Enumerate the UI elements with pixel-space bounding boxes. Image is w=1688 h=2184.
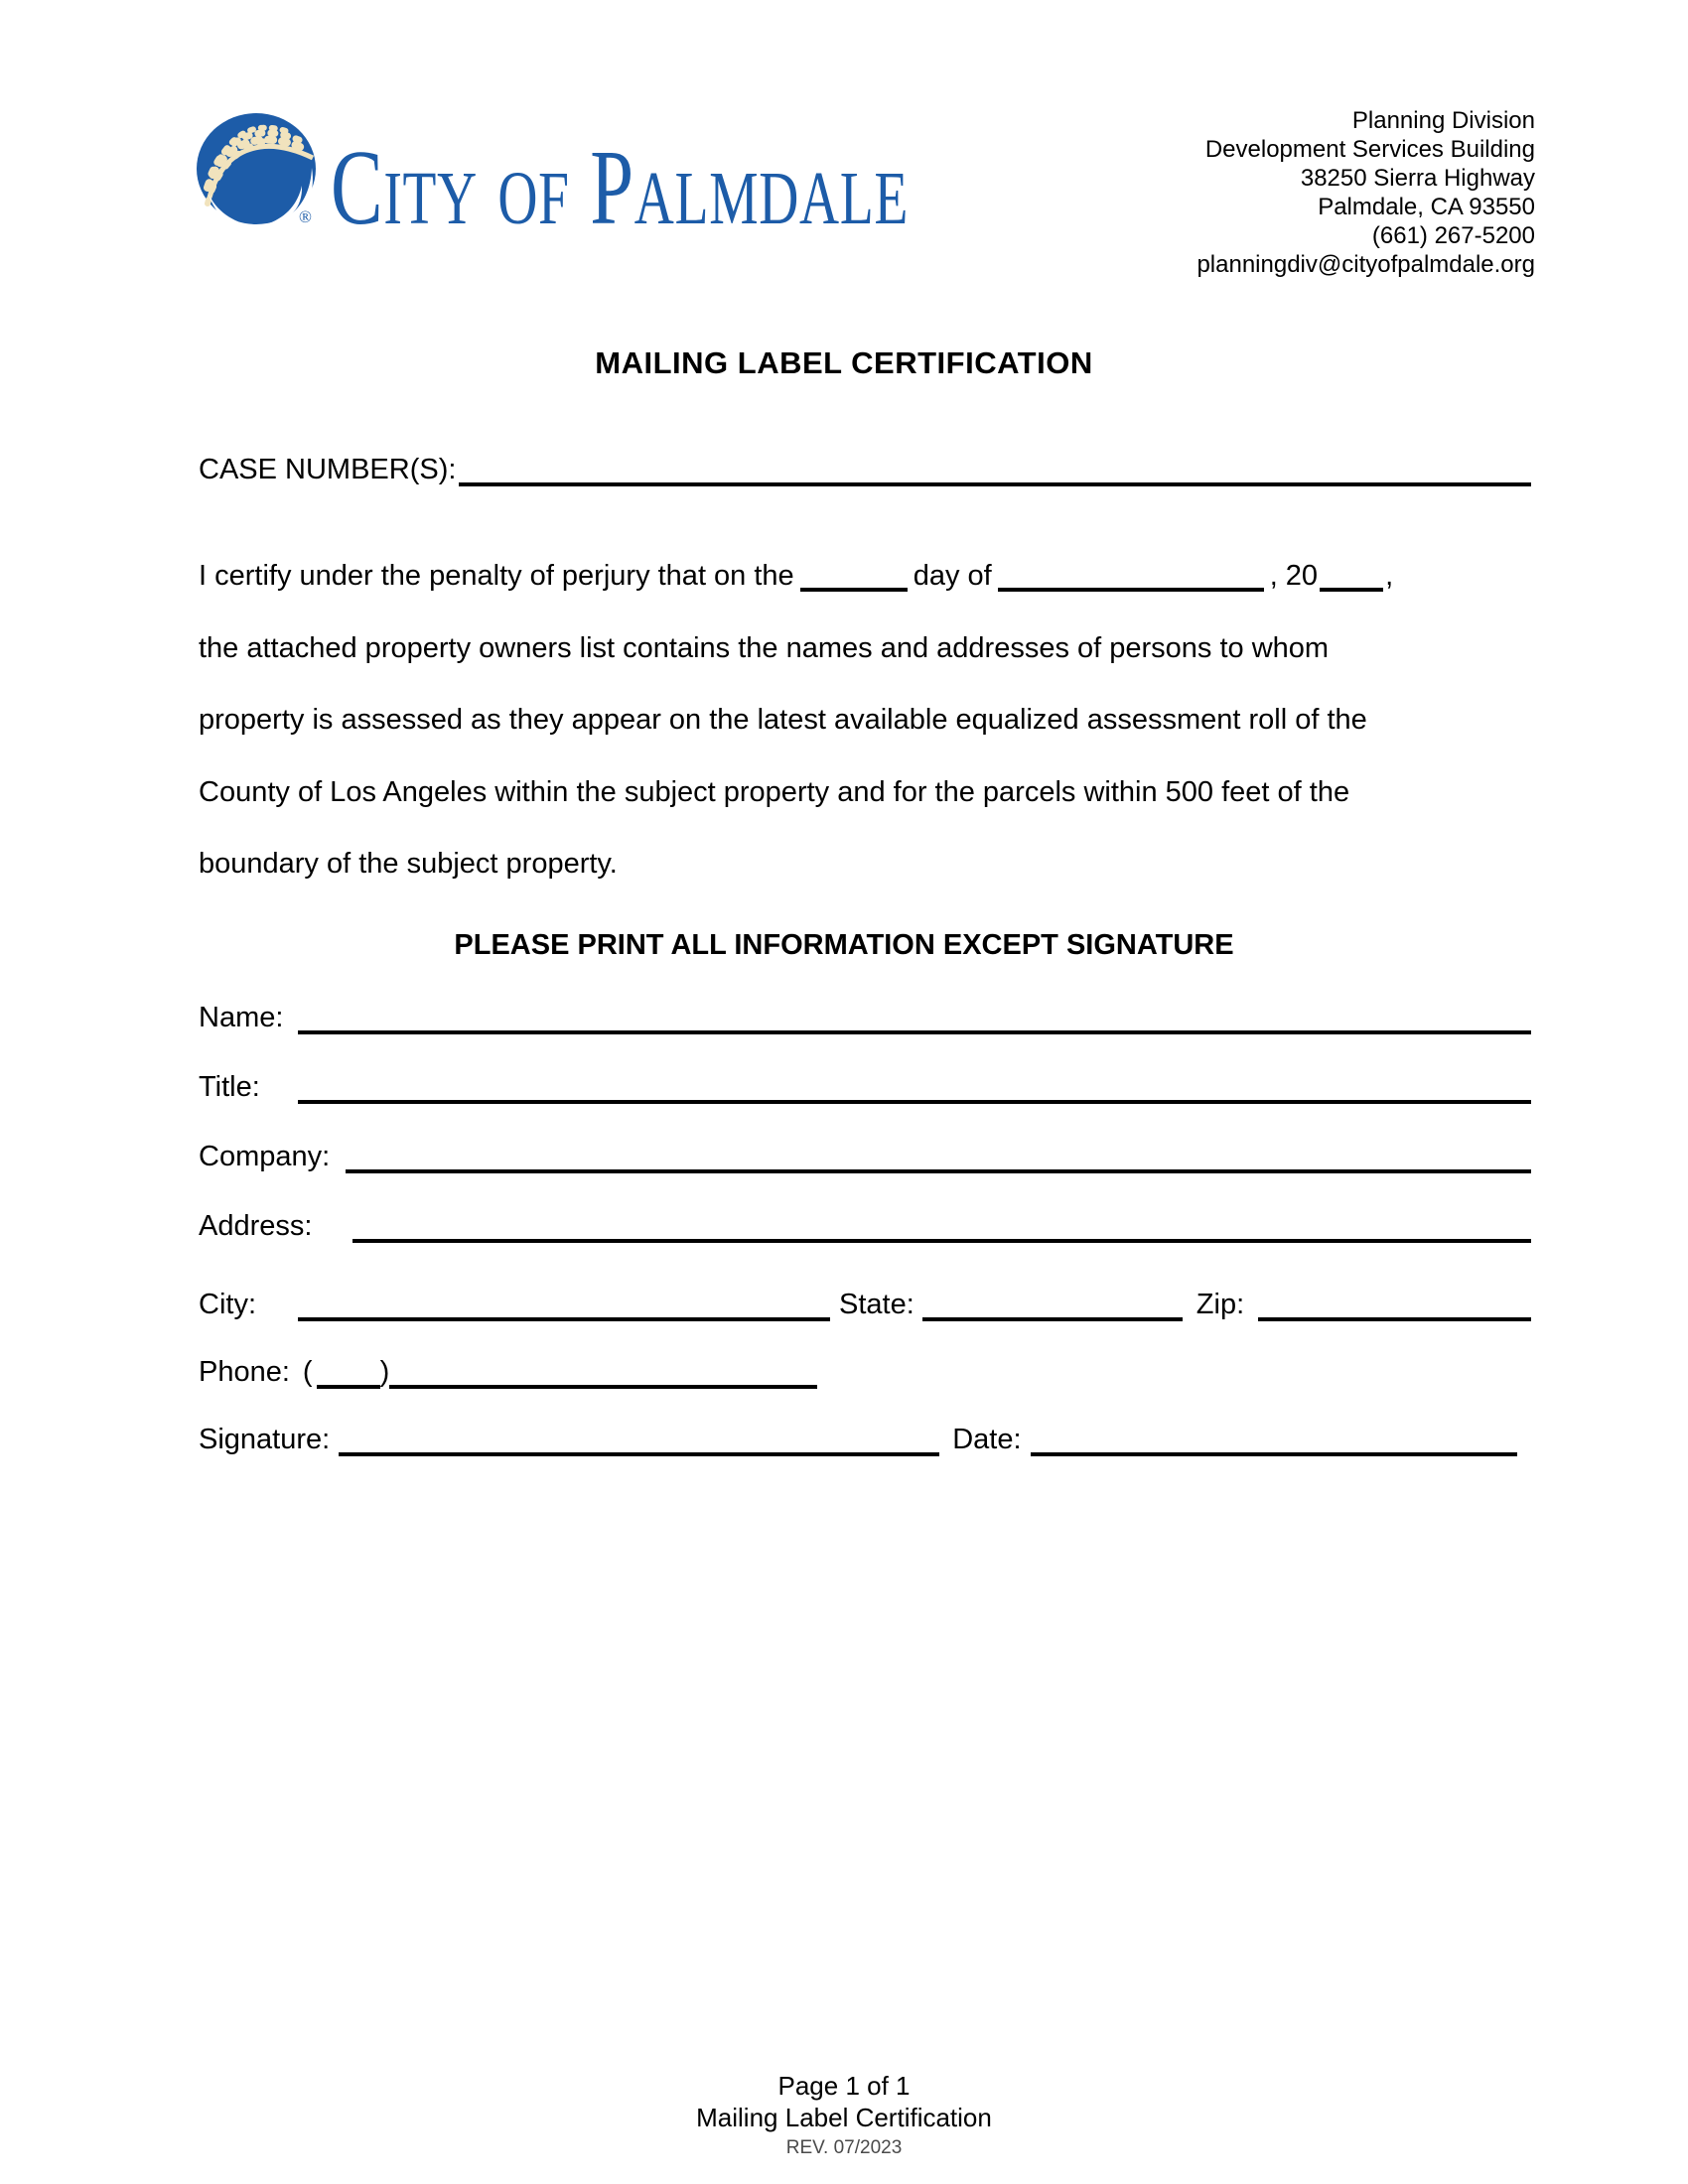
contact-line-email: planningdiv@cityofpalmdale.org <box>1196 251 1535 278</box>
contact-line-city-state-zip: Palmdale, CA 93550 <box>1318 194 1535 220</box>
contact-line-building: Development Services Building <box>1204 136 1535 163</box>
signature-label: Signature: <box>199 1424 331 1455</box>
signature-field-line[interactable] <box>339 1452 939 1456</box>
registered-trademark-symbol: ® <box>299 207 312 226</box>
date-field-line[interactable] <box>1031 1452 1517 1456</box>
date-label: Date: <box>952 1424 1022 1455</box>
certification-line-1-text-b: day of <box>913 560 992 592</box>
phone-number-field-line[interactable] <box>389 1385 817 1389</box>
state-field-line[interactable] <box>922 1317 1183 1321</box>
page-title: MAILING LABEL CERTIFICATION <box>595 345 1093 380</box>
case-number-row <box>199 445 1531 486</box>
footer-revision: REV. 07/2023 <box>785 2137 903 2158</box>
certification-line-5: boundary of the subject property. <box>199 848 618 880</box>
day-field-line[interactable] <box>800 554 908 592</box>
certification-line-2: the attached property owners list contains the names and addresses of persons to whom <box>199 631 1330 664</box>
case-number-label: CASE NUMBER(S): <box>199 454 457 485</box>
address-field-line[interactable] <box>352 1239 1531 1243</box>
year-field-line[interactable] <box>1320 554 1383 592</box>
title-row <box>199 1060 1531 1104</box>
contact-line-phone: (661) 267-5200 <box>1371 222 1535 249</box>
certification-line-1-text-d: , <box>1385 560 1394 592</box>
name-label: Name: <box>199 1002 284 1033</box>
phone-area-code-field-line[interactable] <box>317 1385 380 1389</box>
print-instructions-heading: PLEASE PRINT ALL INFORMATION EXCEPT SIGNATURE <box>454 929 1234 961</box>
phone-label: Phone: <box>199 1356 290 1388</box>
phone-row <box>199 1345 1531 1389</box>
city-field-line[interactable] <box>298 1317 830 1321</box>
contact-line-division: Planning Division <box>1351 107 1535 134</box>
footer-document-name: Mailing Label Certification <box>696 2103 992 2132</box>
address-row <box>199 1199 1531 1243</box>
zip-field-line[interactable] <box>1258 1317 1531 1321</box>
city-label: City: <box>199 1289 256 1320</box>
company-row <box>199 1130 1531 1173</box>
phone-paren-close: ) <box>379 1356 390 1388</box>
certification-line-3: property is assessed as they appear on the latest available equalized assessment roll of the <box>199 704 1367 736</box>
zip-label: Zip: <box>1196 1289 1245 1320</box>
company-field-line[interactable] <box>346 1169 1531 1173</box>
signature-date-row <box>199 1413 1531 1456</box>
state-label: State: <box>839 1289 914 1320</box>
city-state-zip-row <box>199 1278 1531 1321</box>
certification-line-1-text-c: , 20 <box>1269 560 1319 592</box>
phone-paren-open: ( <box>302 1356 313 1388</box>
title-label: Title: <box>199 1071 260 1103</box>
title-field-line[interactable] <box>298 1100 1531 1104</box>
certification-line-4: County of Los Angeles within the subject property and for the parcels within 500 feet of the <box>199 775 1350 808</box>
certification-line-1-text-a: I certify under the penalty of perjury that on the <box>199 560 794 592</box>
company-label: Company: <box>199 1141 331 1172</box>
city-of-palmdale-wordmark: City of Palmdale <box>331 129 910 247</box>
footer-page-number: Page 1 of 1 <box>777 2071 911 2101</box>
contact-line-street: 38250 Sierra Highway <box>1300 165 1535 192</box>
case-number-field-line[interactable] <box>459 482 1531 486</box>
month-field-line[interactable] <box>998 554 1264 592</box>
certification-line-1 <box>199 540 1531 613</box>
name-row <box>199 991 1531 1034</box>
address-label: Address: <box>199 1210 313 1242</box>
certification-statement <box>199 540 1531 900</box>
name-field-line[interactable] <box>298 1030 1531 1034</box>
department-contact-block <box>1196 106 1535 279</box>
